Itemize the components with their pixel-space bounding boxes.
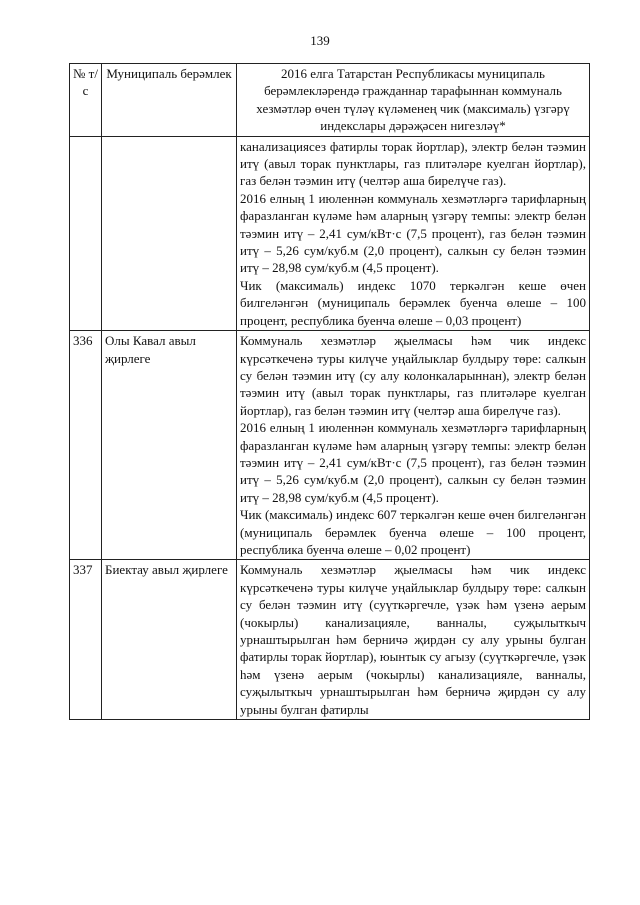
row-municipality: Биектау авыл җирлеге (102, 560, 237, 720)
header-municipality: Муниципаль берәмлек (102, 64, 237, 137)
page-number: 139 (310, 33, 330, 48)
row-num: 337 (70, 560, 102, 720)
row-municipality: Олы Кавал авыл җирлеге (102, 331, 237, 560)
header-num: № т/с (70, 64, 102, 137)
indices-table (69, 63, 590, 720)
description-paragraph: Коммуналь хезмәтләр җыелмасы һәм чик индекс күрсәткеченә туры килүче уңайлыклар булдыру төре: салкын су белән тәэмин итү (су алу колонкаларыннан), электр белән тәэмин итү (авыл торак пунктлары, газ плитәләре куелган йортлар), газ белән тәэмин итү (челтәр аша бирелүче газ). (240, 333, 586, 418)
table-row (70, 136, 590, 330)
row-description (237, 331, 590, 560)
header-description: 2016 елга Татарстан Республикасы муниципаль берәмлекләрендә гражданнар тарафыннан коммуналь хезмәтләр өчен түләү күләменең чик (максималь) үзгәрү индекслары дәрәҗәсен нигезләү* (237, 64, 590, 137)
row-num (70, 136, 102, 330)
description-paragraph: Коммуналь хезмәтләр җыелмасы һәм чик индекс күрсәткеченә туры килүче уңайлыклар булдыру төре: салкын су белән тәэмин итү (суүткәргечле, үзәк һәм үзенә аерым (чокырлы) канализацияле, ванналы, суҗылыткыч урнаштырылган һәм берничә җирдән су алу урыны булган фатирлы торак йортлар), юынтык су агызу (суүткәргечле, үзәк һәм үзенә аерым (чокырлы) канализацияле, ванналы, суҗылыткыч урнаштырылган һәм берничә җирдән су алу урыны булган фатирлы (240, 562, 586, 717)
table-header-row (70, 64, 590, 137)
row-num: 336 (70, 331, 102, 560)
row-description (237, 136, 590, 330)
description-paragraph: Чик (максималь) индекс 607 теркәлгән кеше өчен билгеләнгән (муниципаль берәмлек буенча өлеше – 100 процент, республика буенча өлеше – 0,02 процент) (240, 507, 586, 557)
description-paragraph: 2016 елның 1 июленнән коммуналь хезмәтләргә тарифларның фаразланган күләме һәм аларның үзгәрү темпы: электр белән тәэмин итү – 2,41 сум/кВт·с (7,5 процент), газ белән тәэмин итү – 5,26 сум/куб.м (2,0 процент), салкын су белән тәэмин итү – 28,98 сум/куб.м (4,5 процент). (240, 420, 586, 505)
description-paragraph: Чик (максималь) индекс 1070 теркәлгән кеше өчен билгеләнгән (муниципаль берәмлек буенча өлеше – 100 процент, республика буенча өлеше – 0,03 процент) (240, 277, 586, 328)
table-row (70, 331, 590, 560)
description-paragraph: 2016 елның 1 июленнән коммуналь хезмәтләргә тарифларның фаразланган күләме һәм аларның үзгәрү темпы: электр белән тәэмин итү – 2,41 сум/кВт·с (7,5 процент), газ белән тәэмин итү – 5,26 сум/куб.м (2,0 процент), салкын су белән тәэмин итү – 28,98 сум/куб.м (4,5 процент). (240, 190, 586, 276)
description-paragraph: канализациясез фатирлы торак йортлар), электр белән тәэмин итү (авыл торак пунктлары, газ плитәләре куелган йортлар), газ белән тәэмин итү (челтәр аша бирелүче газ). (240, 138, 586, 189)
table-row (70, 560, 590, 720)
row-municipality (102, 136, 237, 330)
row-description (237, 560, 590, 720)
